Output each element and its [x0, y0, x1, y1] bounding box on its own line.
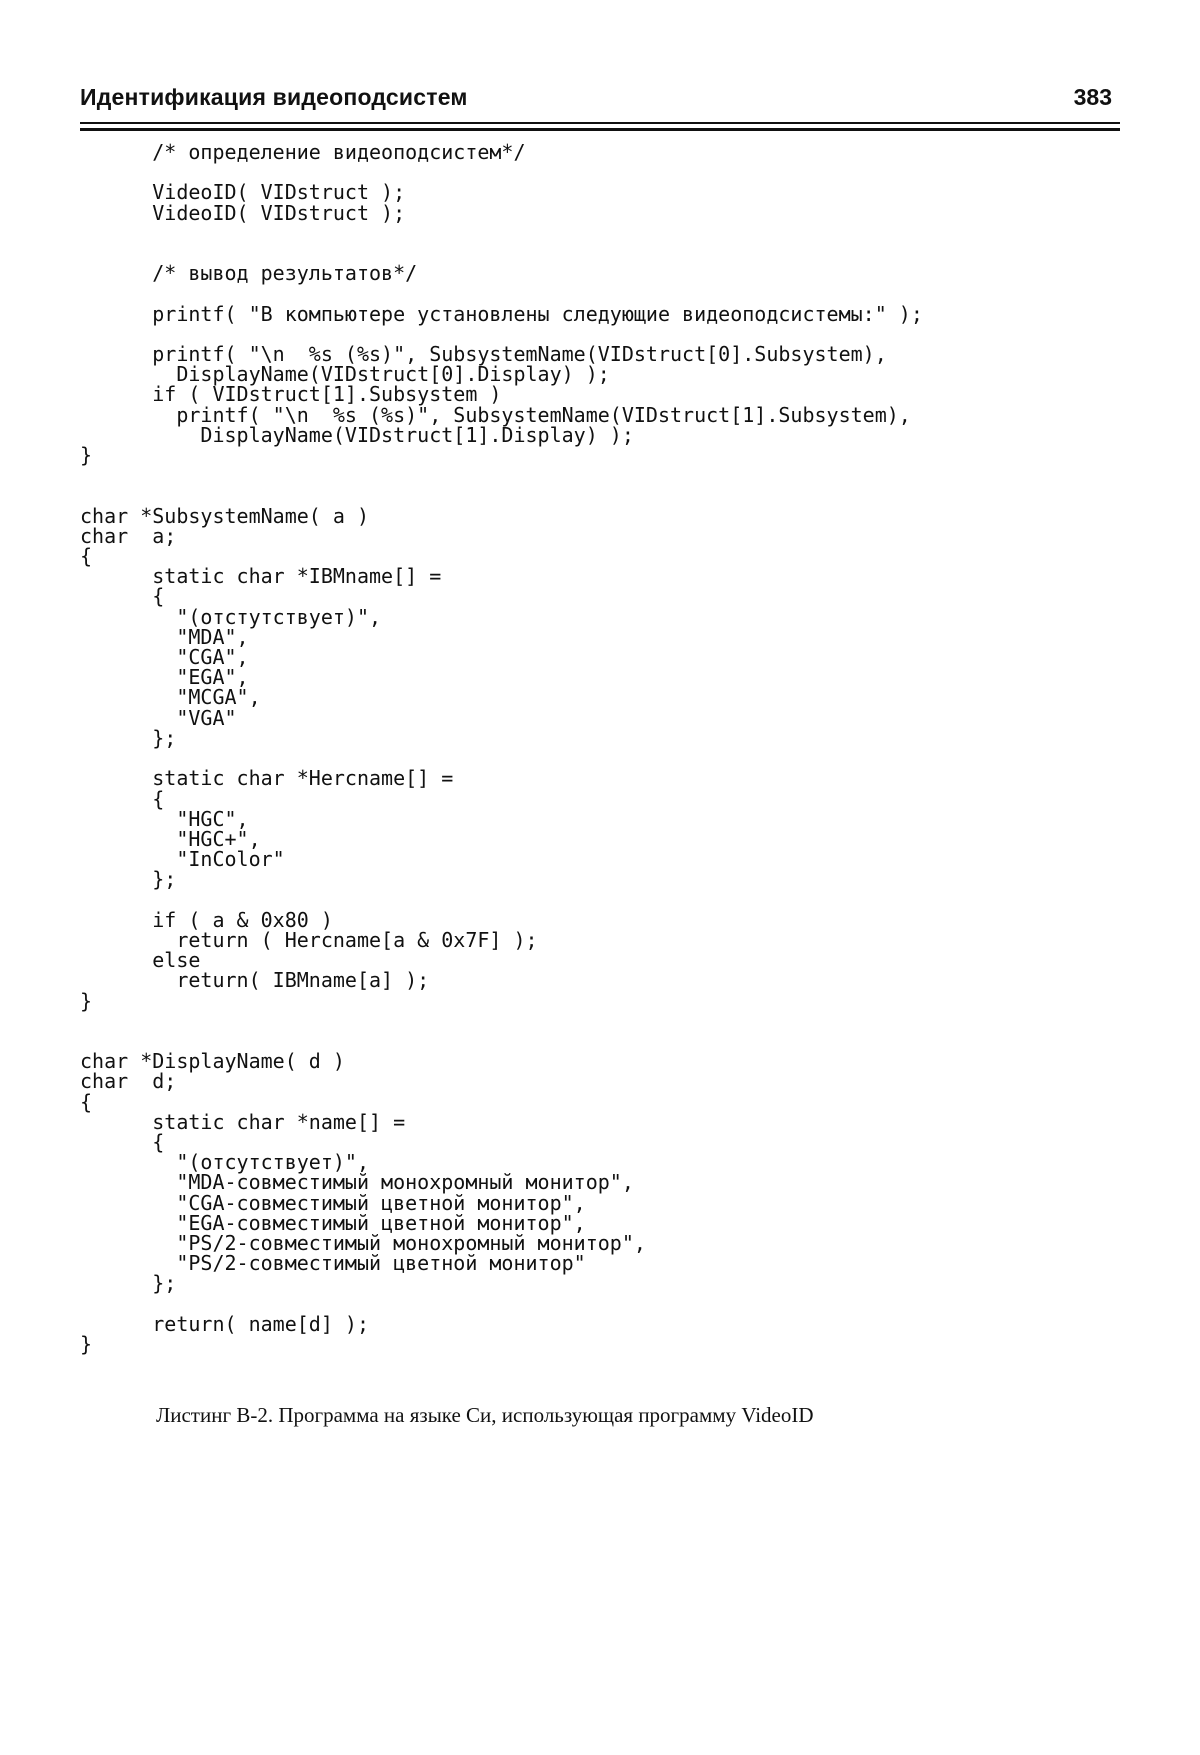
code-line: "EGA-совместимый цветной монитор",	[80, 1210, 586, 1235]
code-line: "VGA"	[80, 705, 237, 730]
code-line	[80, 324, 923, 344]
code-line	[80, 1031, 923, 1051]
code-line	[80, 223, 923, 243]
code-line: else	[80, 948, 201, 973]
code-line: /* вывод результатов*/	[80, 261, 418, 286]
code-line	[80, 1294, 923, 1314]
section-title: Идентификация видеоподсистем	[80, 84, 468, 110]
code-line: }	[80, 443, 93, 468]
code-line: {	[80, 786, 165, 811]
code-line: {	[80, 1089, 93, 1114]
code-line: "InColor"	[80, 847, 285, 872]
code-line: };	[80, 867, 177, 892]
code-line	[80, 465, 923, 485]
code-line: static char *IBMname[] =	[80, 564, 442, 589]
code-line: VideoID( VIDstruct );	[80, 200, 406, 225]
code-line: VideoID( VIDstruct );	[80, 180, 406, 205]
code-line	[80, 890, 923, 910]
code-line: "MCGA",	[80, 685, 261, 710]
header-rule-thick	[80, 128, 1120, 131]
code-line: char a;	[80, 523, 177, 548]
code-line	[80, 748, 923, 768]
code-line: "(отсутствует)",	[80, 1150, 369, 1175]
code-line: }	[80, 1331, 93, 1356]
code-line: "EGA",	[80, 665, 249, 690]
code-line: return( name[d] );	[80, 1311, 369, 1336]
code-line	[80, 1011, 923, 1031]
code-line: return( IBMname[a] );	[80, 968, 430, 993]
code-line	[80, 243, 923, 263]
code-line: char *DisplayName( d )	[80, 1049, 345, 1074]
code-line	[80, 283, 923, 303]
code-line: {	[80, 544, 93, 569]
code-line: }	[80, 988, 93, 1013]
code-line: char d;	[80, 1069, 177, 1094]
code-line: printf( "\n %s (%s)", SubsystemName(VIDstruct[0].Subsystem),	[80, 342, 887, 367]
code-line: static char *name[] =	[80, 1109, 406, 1134]
page-number: 383	[1073, 84, 1112, 110]
code-line: DisplayName(VIDstruct[0].Display) );	[80, 362, 610, 387]
code-line: DisplayName(VIDstruct[1].Display) );	[80, 422, 634, 447]
code-line	[80, 162, 923, 182]
code-line: printf( "В компьютере установлены следующие видеоподсистемы:" );	[80, 301, 923, 326]
code-line: "MDA-совместимый монохромный монитор",	[80, 1170, 634, 1195]
code-line	[80, 485, 923, 505]
code-line: "CGA-совместимый цветной монитор",	[80, 1190, 586, 1215]
code-line: "PS/2-совместимый цветной монитор"	[80, 1251, 586, 1276]
code-listing	[80, 142, 923, 1354]
code-line: /* определение видеоподсистем*/	[80, 140, 526, 164]
code-line: {	[80, 584, 165, 609]
listing-caption: Листинг В-2. Программа на языке Си, использующая программу VideoID	[156, 1403, 814, 1427]
code-line: "MDA",	[80, 624, 249, 649]
code-line: "CGA",	[80, 645, 249, 670]
code-line: };	[80, 725, 177, 750]
header-rule-thin	[80, 122, 1120, 124]
code-line: {	[80, 1129, 165, 1154]
code-line: char *SubsystemName( a )	[80, 503, 369, 528]
code-line: if ( VIDstruct[1].Subsystem )	[80, 382, 502, 407]
code-line: "HGC",	[80, 806, 249, 831]
code-line: printf( "\n %s (%s)", SubsystemName(VIDstruct[1].Subsystem),	[80, 402, 911, 427]
code-line: static char *Hercname[] =	[80, 766, 454, 791]
code-line: };	[80, 1271, 177, 1296]
code-line: "HGC+",	[80, 826, 261, 851]
code-line: "PS/2-совместимый монохромный монитор",	[80, 1230, 646, 1255]
code-line: if ( a & 0x80 )	[80, 907, 333, 932]
code-line: return ( Hercname[a & 0x7F] );	[80, 927, 538, 952]
running-header	[80, 84, 1120, 114]
code-line: "(отстутствует)",	[80, 604, 382, 629]
